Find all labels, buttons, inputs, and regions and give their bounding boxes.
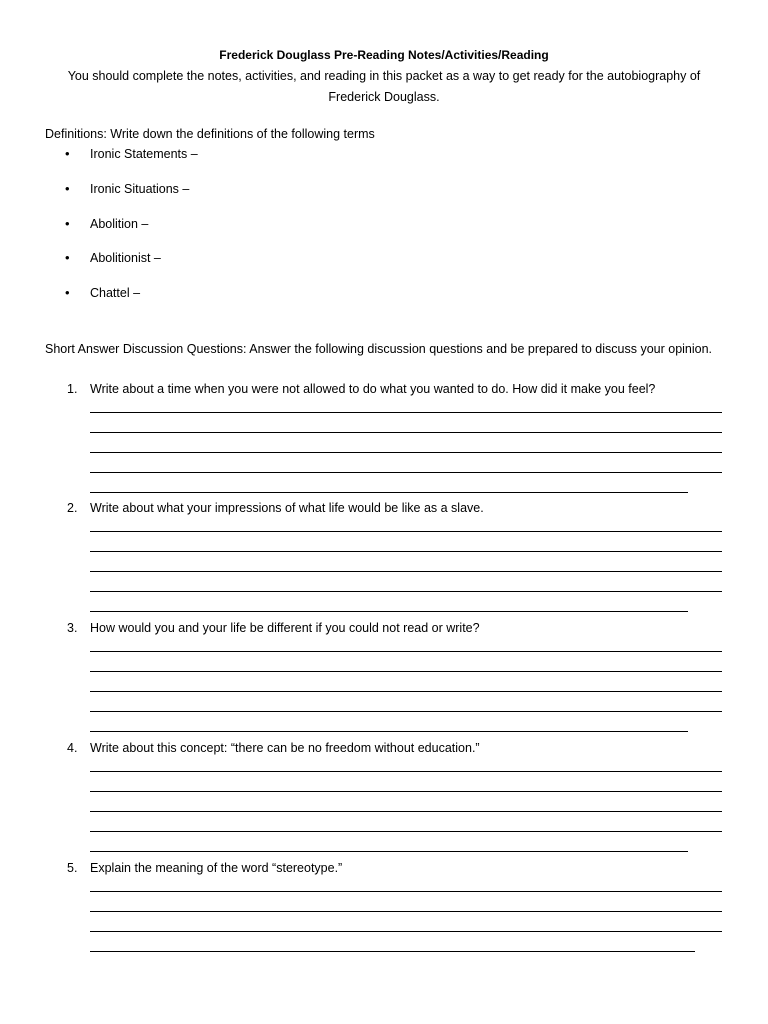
answer-line[interactable] — [90, 951, 695, 952]
bullet-icon: • — [65, 180, 70, 196]
answer-line[interactable] — [90, 671, 722, 672]
question-text: Write about what your impressions of what life would be like as a slave. — [90, 501, 484, 515]
definitions-heading: Definitions: Write down the definitions of the following terms — [45, 127, 375, 141]
definition-term: Abolition – — [90, 216, 149, 231]
answer-line[interactable] — [90, 771, 722, 772]
answer-line[interactable] — [90, 591, 722, 592]
page-title: Frederick Douglass Pre-Reading Notes/Activities/Reading — [219, 48, 549, 62]
question-number: 4. — [67, 741, 78, 755]
short-answer-heading: Short Answer Discussion Questions: Answer the following discussion questions and be prepared to discuss your opinion. — [45, 342, 713, 356]
question-number: 1. — [67, 382, 78, 396]
answer-line[interactable] — [90, 412, 722, 413]
answer-line[interactable] — [90, 851, 688, 852]
answer-line[interactable] — [90, 831, 722, 832]
answer-line[interactable] — [90, 691, 722, 692]
bullet-icon: • — [65, 285, 70, 301]
definition-term: Abolitionist – — [90, 251, 161, 266]
answer-line[interactable] — [90, 931, 722, 932]
question-text: Write about this concept: “there can be no freedom without education.” — [90, 741, 480, 755]
answer-line[interactable] — [90, 432, 722, 433]
bullet-icon: • — [65, 250, 70, 266]
question-text: Explain the meaning of the word “stereotype.” — [90, 861, 343, 875]
answer-line[interactable] — [90, 911, 722, 912]
question-text: How would you and your life be different if you could not read or write? — [90, 621, 480, 635]
answer-line[interactable] — [90, 472, 722, 473]
question-number: 3. — [67, 621, 78, 635]
answer-line[interactable] — [90, 611, 688, 612]
answer-line[interactable] — [90, 571, 722, 572]
definition-term: Ironic Statements – — [90, 147, 198, 161]
bullet-icon: • — [65, 215, 70, 231]
answer-line[interactable] — [90, 452, 722, 453]
answer-line[interactable] — [90, 492, 688, 493]
answer-line[interactable] — [90, 791, 722, 792]
answer-line[interactable] — [90, 731, 688, 732]
question-number: 5. — [67, 861, 78, 875]
question-text: Write about a time when you were not allowed to do what you wanted to do. How did it make you feel? — [90, 382, 656, 396]
answer-line[interactable] — [90, 811, 722, 812]
answer-line[interactable] — [90, 551, 722, 552]
answer-line[interactable] — [90, 711, 722, 712]
answer-line[interactable] — [90, 651, 722, 652]
answer-line[interactable] — [90, 891, 722, 892]
intro-paragraph: You should complete the notes, activities, and reading in this packet as a way to get ready for the autobiography of Frederick Douglass. — [67, 69, 701, 104]
answer-line[interactable] — [90, 531, 722, 532]
question-number: 2. — [67, 501, 78, 515]
definition-term: Chattel – — [90, 286, 141, 301]
bullet-icon: • — [65, 146, 70, 161]
definition-term: Ironic Situations – — [90, 181, 190, 196]
